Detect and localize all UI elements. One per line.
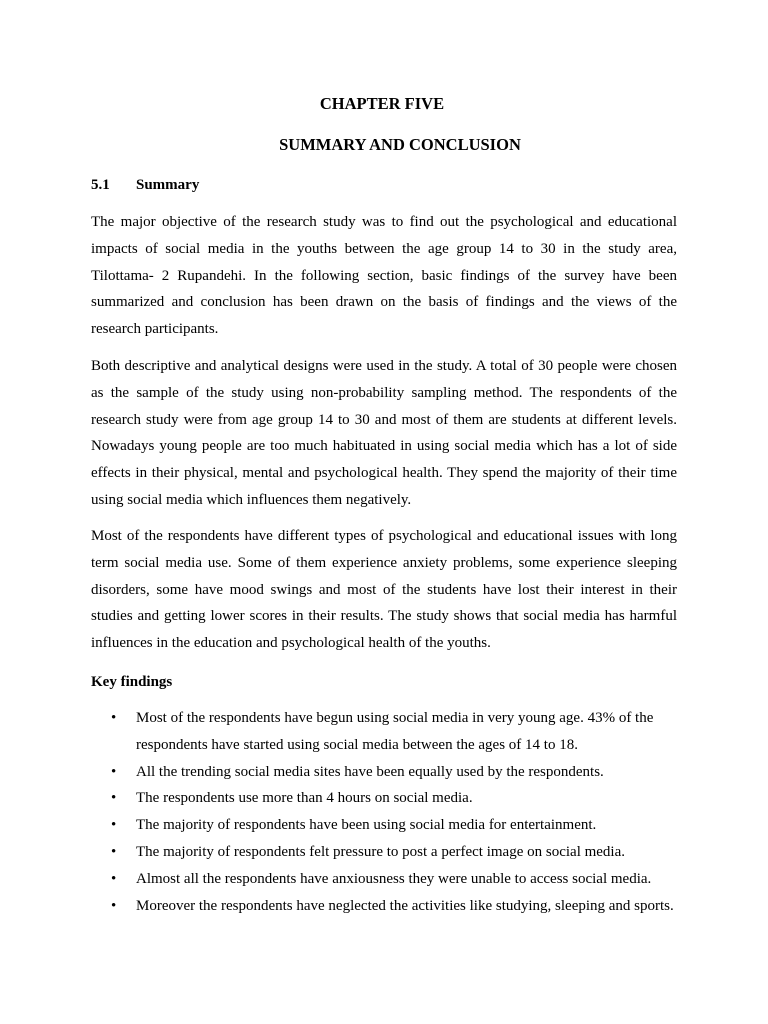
list-item-text: The majority of respondents have been using social media for entertainment. (136, 817, 597, 834)
list-item-text: Most of the respondents have begun using social media in very young age. 43% of the respondents have started using social media between the ages of 14 to 18. (136, 710, 654, 753)
list-item-text: The majority of respondents felt pressure to post a perfect image on social media. (136, 843, 626, 860)
key-findings-list (91, 705, 677, 919)
key-findings-heading: Key findings (91, 674, 173, 690)
list-item-text: The respondents use more than 4 hours on social media. (136, 790, 473, 807)
list-item-text: Moreover the respondents have neglected the activities like studying, sleeping and sports. (136, 897, 674, 914)
bullet-icon: • (111, 897, 117, 914)
chapter-subtitle: SUMMARY AND CONCLUSION (279, 135, 521, 154)
bullet-icon: • (111, 843, 117, 860)
list-item-text: All the trending social media sites have been equally used by the respondents. (136, 763, 604, 780)
chapter-title: CHAPTER FIVE (319, 94, 445, 113)
list-item (91, 866, 677, 893)
bullet-icon: • (111, 790, 117, 807)
list-item (91, 785, 677, 812)
list-item (91, 812, 677, 839)
paragraph-methodology: Both descriptive and analytical designs were used in the study. A total of 30 people were chosen as the sample of the study using non-probability sampling method. The respondents of the research study were from age group 14 to 30 and most of them are students at different levels. Nowadays young people are too much habituated in using social media which has a lot of side effects in their physical, mental and psychological health. They spend the majority of their time using social media which influences them negatively. (91, 358, 677, 508)
paragraph-issues: Most of the respondents have different types of psychological and educational issues with long term social media use. Some of them experience anxiety problems, some experience sleeping disorders, some have mood swings and most of the students have lost their interest in their studies and getting lower scores in their results. The study shows that social media has harmful influences in the education and psychological health of the youths. (91, 528, 677, 652)
section-title: Summary (136, 177, 200, 193)
list-item (91, 893, 677, 920)
section-heading (91, 175, 199, 195)
list-item (91, 759, 677, 786)
paragraph-objective: The major objective of the research study was to find out the psychological and educational impacts of social media in the youths between the age group 14 to 30 in the study area, Tilottama- 2 Rupandehi. In the following section, basic findings of the survey have been summarized and conclusion has been drawn on the basis of findings and the views of the research participants. (91, 214, 677, 338)
bullet-icon: • (111, 763, 117, 780)
bullet-icon: • (111, 817, 117, 834)
list-item-text: Almost all the respondents have anxiousness they were unable to access social media. (136, 870, 652, 887)
bullet-icon: • (111, 870, 117, 887)
list-item (91, 839, 677, 866)
bullet-icon: • (111, 710, 117, 726)
section-number: 5.1 (91, 177, 110, 193)
list-item (91, 705, 677, 759)
